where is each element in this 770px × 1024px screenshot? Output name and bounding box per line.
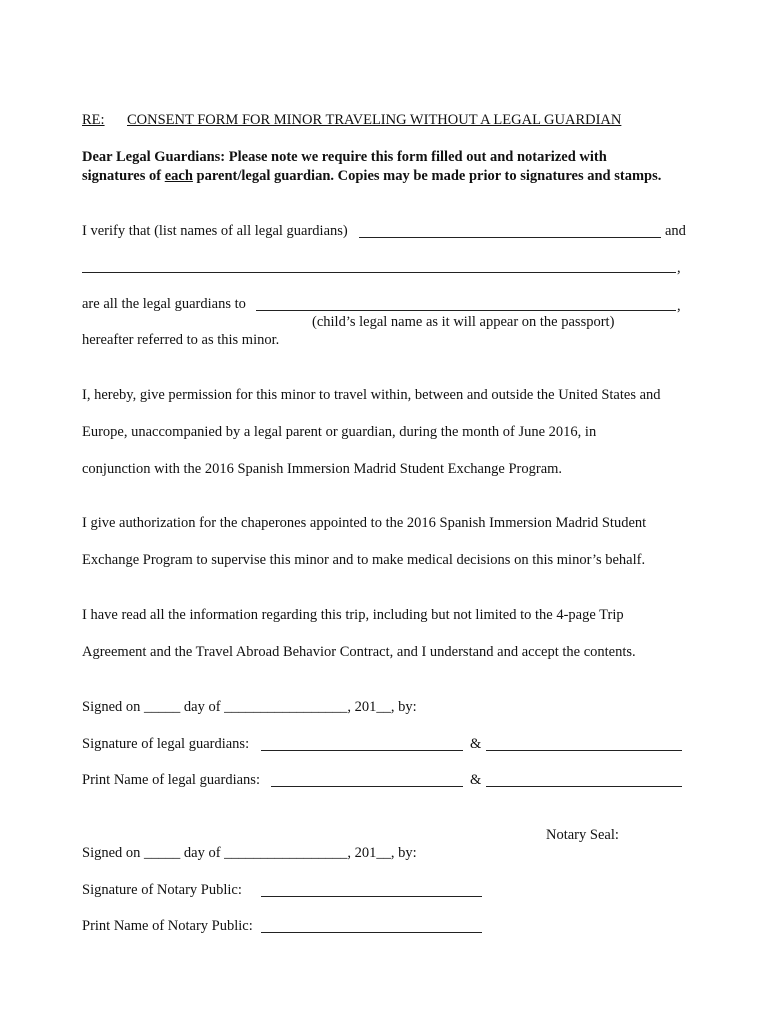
notary-print-label: Print Name of Notary Public: [82,918,253,934]
guardian-signature-amp: & [470,736,482,752]
guardians-to-label: are all the legal guardians to [82,296,246,312]
notary-signed-on: Signed on _____ day of _________________, 201__, by: [82,845,417,861]
guardian-print-field-1[interactable] [271,786,463,787]
verify-prefix: I verify that (list names of all legal guardians) [82,223,348,239]
guardian-print-amp: & [470,772,482,788]
permission-line-2: Europe, unaccompanied by a legal parent or guardian, during the month of June 2016, in [82,424,597,440]
guardian-print-field-2[interactable] [486,786,682,787]
authorization-line-2: Exchange Program to supervise this minor and to make medical decisions on this minor’s behalf. [82,552,646,568]
notice-line-2-start: signatures of [82,168,165,184]
notary-signature-field[interactable] [261,896,482,897]
notice-line-1: Dear Legal Guardians: Please note we require this form filled out and notarized with [82,149,607,165]
guardian-names-field-2[interactable] [82,272,676,273]
child-name-hint: (child’s legal name as it will appear on the passport) [312,314,615,330]
authorization-line-1: I give authorization for the chaperones appointed to the 2016 Spanish Immersion Madrid Student [82,515,647,531]
notice-line-2 [82,167,661,185]
hereafter-text: hereafter referred to as this minor. [82,332,280,348]
read-info-line-2: Agreement and the Travel Abroad Behavior Contract, and I understand and accept the contents. [82,644,636,660]
notice-line-2-end: parent/legal guardian. Copies may be made prior to signatures and stamps. [192,168,662,184]
guardian-print-label: Print Name of legal guardians: [82,772,260,788]
re-label: RE: [82,112,105,128]
child-name-comma: , [677,298,681,314]
verify-and: and [665,223,686,239]
guardian-signed-on: Signed on _____ day of _________________, 201__, by: [82,699,417,715]
notary-print-field[interactable] [261,932,482,933]
notary-seal-label: Notary Seal: [546,827,619,843]
permission-line-3: conjunction with the 2016 Spanish Immersion Madrid Student Exchange Program. [82,461,563,477]
form-title: CONSENT FORM FOR MINOR TRAVELING WITHOUT A LEGAL GUARDIAN [127,112,622,128]
guardian-names-comma: , [677,260,681,276]
guardian-signature-label: Signature of legal guardians: [82,736,250,752]
guardian-signature-field-2[interactable] [486,750,682,751]
guardian-names-field-1[interactable] [359,237,661,238]
notice-emphasis-each: each [164,168,193,184]
notary-signature-label: Signature of Notary Public: [82,882,242,898]
guardian-signature-field-1[interactable] [261,750,463,751]
child-name-field[interactable] [256,310,676,311]
permission-line-1: I, hereby, give permission for this minor to travel within, between and outside the United States and [82,387,661,403]
read-info-line-1: I have read all the information regarding this trip, including but not limited to the 4-page Trip [82,607,624,623]
